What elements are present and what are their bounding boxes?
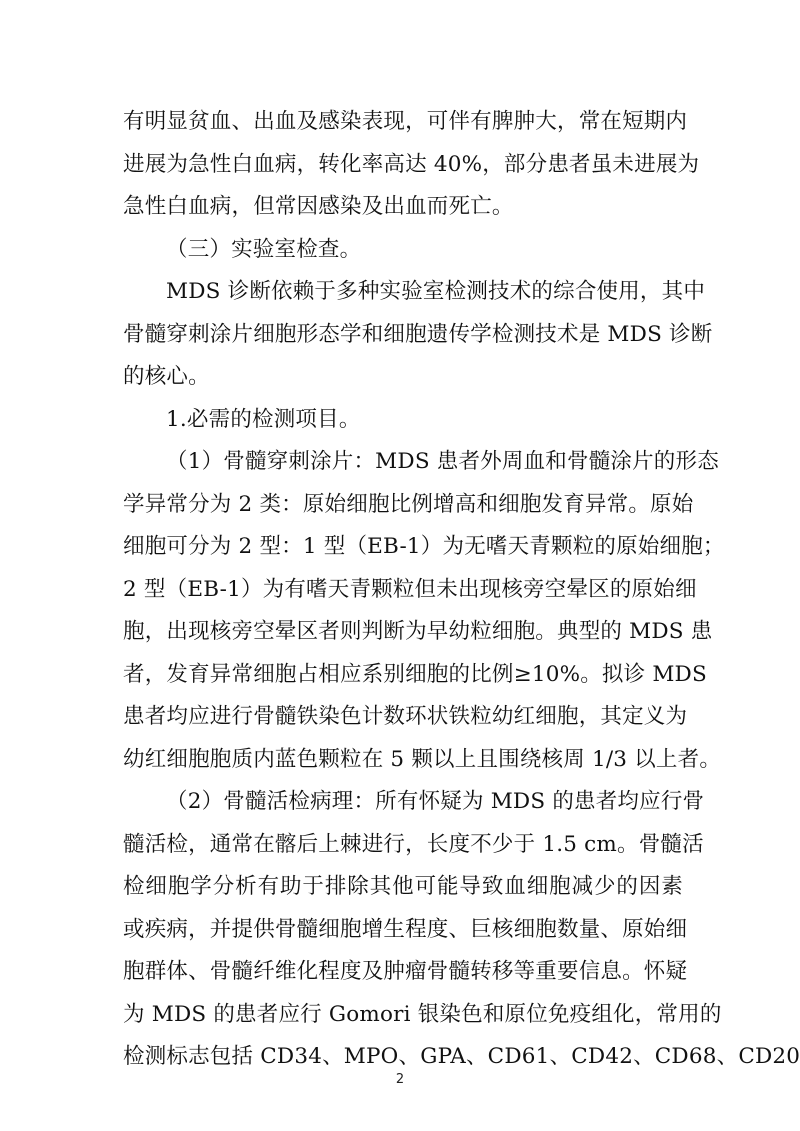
body-text-line: 髓活检，通常在髂后上棘进行，长度不少于 1.5 cm。骨髓活 bbox=[123, 831, 704, 857]
body-text-line: 检细胞学分析有助于排除其他可能导致血细胞减少的因素 bbox=[123, 874, 683, 899]
body-text-line: （1）骨髓穿刺涂片：MDS 患者外周血和骨髓涂片的形态 bbox=[166, 449, 719, 474]
body-text-line: 急性白血病，但常因感染及出血而死亡。 bbox=[123, 194, 514, 219]
body-text-line: 或疾病，并提供骨髓细胞增生程度、巨核细胞数量、原始细 bbox=[123, 916, 688, 942]
body-text-line: 胞，出现核旁空晕区者则判断为早幼粒细胞。典型的 MDS 患 bbox=[123, 619, 713, 644]
body-text-line: （2）骨髓活检病理：所有怀疑为 MDS 的患者均应行骨 bbox=[166, 789, 705, 814]
body-text-line: 学异常分为 2 类：原始细胞比例增高和细胞发育异常。原始 bbox=[123, 491, 694, 517]
body-text-line: 患者均应进行骨髓铁染色计数环状铁粒幼红细胞，其定义为 bbox=[123, 704, 688, 729]
body-text-line: 检测标志包括 CD34、MPO、GPA、CD61、CD42、CD68、CD20 bbox=[123, 1044, 800, 1069]
page-number: 2 bbox=[395, 1072, 405, 1087]
body-text-line: 者，发育异常细胞占相应系别细胞的比例≥10%。拟诊 MDS bbox=[123, 661, 707, 687]
body-text-line: 骨髓穿刺涂片细胞形态学和细胞遗传学检测技术是 MDS 诊断 bbox=[123, 321, 713, 347]
body-text-line: 的核心。 bbox=[123, 364, 210, 389]
body-text-line: 为 MDS 的患者应行 Gomori 银染色和原位免疫组化，常用的 bbox=[123, 1001, 722, 1027]
body-text-line: 细胞可分为 2 型：1 型（EB-1）为无嗜天青颗粒的原始细胞； bbox=[123, 534, 725, 559]
body-text-line: 进展为急性白血病，转化率高达 40%，部分患者虽未进展为 bbox=[123, 151, 700, 177]
subsection-heading: 1.必需的检测项目。 bbox=[166, 406, 361, 432]
body-text-line: 幼红细胞胞质内蓝色颗粒在 5 颗以上且围绕核周 1/3 以上者。 bbox=[123, 746, 722, 772]
body-text-line: 有明显贫血、出血及感染表现，可伴有脾肿大，常在短期内 bbox=[123, 109, 688, 134]
section-heading: （三）实验室检查。 bbox=[166, 236, 362, 262]
body-text-line: 2 型（EB-1）为有嗜天青颗粒但未出现核旁空晕区的原始细 bbox=[123, 576, 697, 602]
body-text-line: 胞群体、骨髓纤维化程度及肿瘤骨髓转移等重要信息。怀疑 bbox=[123, 959, 688, 984]
body-text-line: MDS 诊断依赖于多种实验室检测技术的综合使用，其中 bbox=[166, 279, 706, 304]
